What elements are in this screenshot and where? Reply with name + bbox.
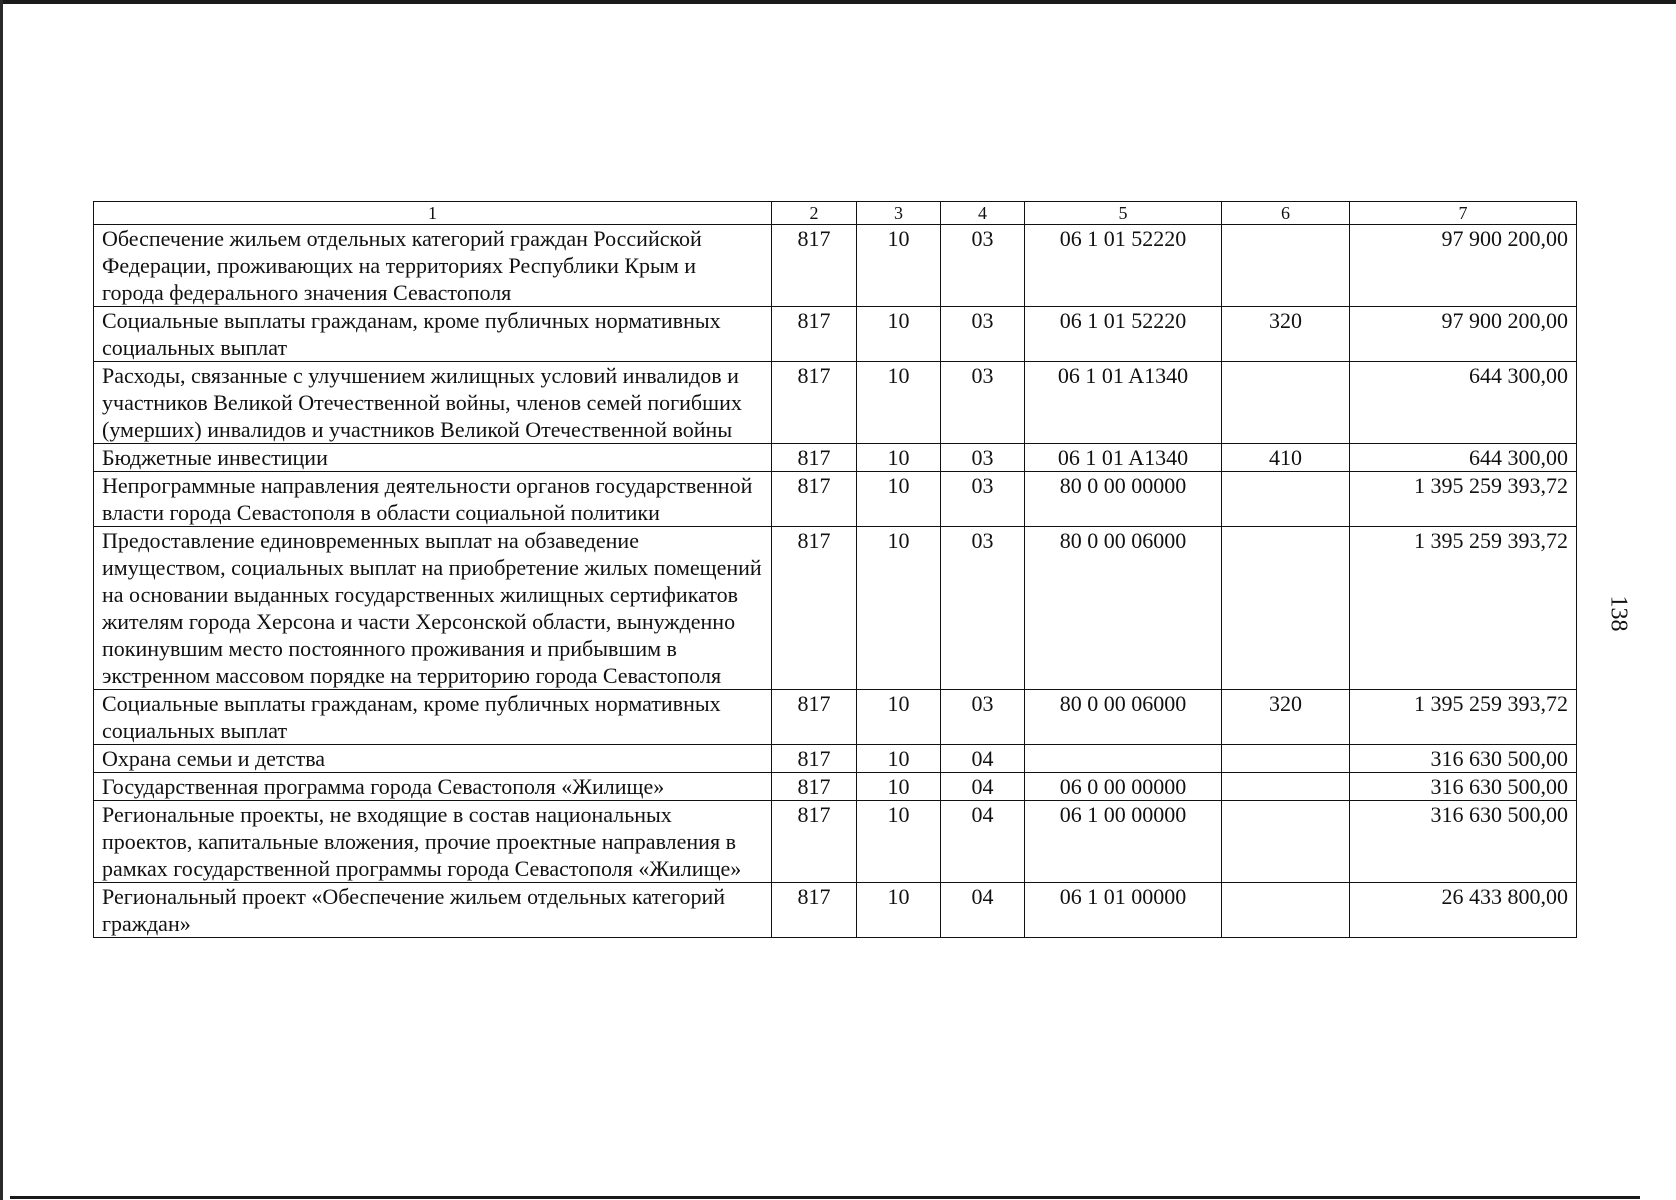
row-name: Обеспечение жильем отдельных категорий граждан Российской Федерации, проживающих на территориях Республики Крым и города федерального значения Севастополя	[94, 225, 772, 307]
section-code: 10	[857, 527, 941, 690]
target-article-code: 06 1 01 A1340	[1025, 444, 1222, 472]
subsection-code: 04	[941, 801, 1025, 883]
target-article-code: 80 0 00 06000	[1025, 690, 1222, 745]
section-code: 10	[857, 773, 941, 801]
table-header	[94, 202, 1577, 225]
column-header-6: 6	[1222, 202, 1350, 225]
expense-type-code: 320	[1222, 307, 1350, 362]
table-row	[94, 690, 1577, 745]
expense-type-code: 320	[1222, 690, 1350, 745]
amount: 644 300,00	[1350, 444, 1577, 472]
ministry-code: 817	[772, 745, 857, 773]
table-body	[94, 225, 1577, 938]
row-name: Социальные выплаты гражданам, кроме публичных нормативных социальных выплат	[94, 307, 772, 362]
amount: 26 433 800,00	[1350, 883, 1577, 938]
section-code: 10	[857, 362, 941, 444]
section-code: 10	[857, 690, 941, 745]
ministry-code: 817	[772, 801, 857, 883]
ministry-code: 817	[772, 225, 857, 307]
row-name: Региональные проекты, не входящие в состав национальных проектов, капитальные вложения, прочие проектные направления в рамках государственной программы города Севастополя «Жилище»	[94, 801, 772, 883]
target-article-code: 06 1 01 00000	[1025, 883, 1222, 938]
row-name: Социальные выплаты гражданам, кроме публичных нормативных социальных выплат	[94, 690, 772, 745]
amount: 1 395 259 393,72	[1350, 472, 1577, 527]
target-article-code: 06 1 01 52220	[1025, 225, 1222, 307]
row-name: Непрограммные направления деятельности органов государственной власти города Севастополя в области социальной политики	[94, 472, 772, 527]
table-row	[94, 472, 1577, 527]
target-article-code: 80 0 00 00000	[1025, 472, 1222, 527]
ministry-code: 817	[772, 362, 857, 444]
section-code: 10	[857, 472, 941, 527]
table-row	[94, 307, 1577, 362]
table-row	[94, 773, 1577, 801]
page-number: 138	[1605, 595, 1632, 632]
expense-type-code	[1222, 225, 1350, 307]
subsection-code: 03	[941, 307, 1025, 362]
expense-type-code	[1222, 883, 1350, 938]
scan-border-top	[0, 0, 1676, 4]
expense-type-code	[1222, 745, 1350, 773]
expense-type-code	[1222, 527, 1350, 690]
subsection-code: 04	[941, 883, 1025, 938]
ministry-code: 817	[772, 444, 857, 472]
section-code: 10	[857, 307, 941, 362]
ministry-code: 817	[772, 472, 857, 527]
table-row	[94, 444, 1577, 472]
ministry-code: 817	[772, 773, 857, 801]
column-header-7: 7	[1350, 202, 1577, 225]
target-article-code: 06 1 00 00000	[1025, 801, 1222, 883]
subsection-code: 03	[941, 472, 1025, 527]
section-code: 10	[857, 801, 941, 883]
expense-type-code	[1222, 472, 1350, 527]
scan-border-bottom	[10, 1196, 1640, 1199]
amount: 316 630 500,00	[1350, 745, 1577, 773]
expense-type-code	[1222, 801, 1350, 883]
target-article-code: 06 0 00 00000	[1025, 773, 1222, 801]
column-header-3: 3	[857, 202, 941, 225]
row-name: Расходы, связанные с улучшением жилищных условий инвалидов и участников Великой Отечественной войны, членов семей погибших (умерших) инвалидов и участников Великой Отечественной войны	[94, 362, 772, 444]
table-row	[94, 362, 1577, 444]
target-article-code: 06 1 01 A1340	[1025, 362, 1222, 444]
ministry-code: 817	[772, 307, 857, 362]
row-name: Бюджетные инвестиции	[94, 444, 772, 472]
amount: 644 300,00	[1350, 362, 1577, 444]
amount: 1 395 259 393,72	[1350, 527, 1577, 690]
budget-table	[93, 201, 1577, 938]
subsection-code: 03	[941, 225, 1025, 307]
subsection-code: 03	[941, 527, 1025, 690]
section-code: 10	[857, 225, 941, 307]
table-row	[94, 801, 1577, 883]
row-name: Государственная программа города Севастополя «Жилище»	[94, 773, 772, 801]
subsection-code: 04	[941, 745, 1025, 773]
expense-type-code	[1222, 773, 1350, 801]
amount: 97 900 200,00	[1350, 225, 1577, 307]
column-header-2: 2	[772, 202, 857, 225]
subsection-code: 04	[941, 773, 1025, 801]
target-article-code: 80 0 00 06000	[1025, 527, 1222, 690]
ministry-code: 817	[772, 690, 857, 745]
scan-border-left	[0, 0, 3, 1200]
subsection-code: 03	[941, 362, 1025, 444]
table-row	[94, 225, 1577, 307]
ministry-code: 817	[772, 883, 857, 938]
ministry-code: 817	[772, 527, 857, 690]
amount: 316 630 500,00	[1350, 773, 1577, 801]
section-code: 10	[857, 745, 941, 773]
target-article-code: 06 1 01 52220	[1025, 307, 1222, 362]
section-code: 10	[857, 444, 941, 472]
subsection-code: 03	[941, 690, 1025, 745]
column-header-5: 5	[1025, 202, 1222, 225]
expense-type-code	[1222, 362, 1350, 444]
row-name: Предоставление единовременных выплат на обзаведение имуществом, социальных выплат на приобретение жилых помещений на основании выданных государственных жилищных сертификатов жителям города Херсона и части Херсонской области, вынужденно покинувшим место постоянного проживания и прибывшим в экстренном массовом порядке на территорию города Севастополя	[94, 527, 772, 690]
table-row	[94, 527, 1577, 690]
table-row	[94, 745, 1577, 773]
header-row	[94, 202, 1577, 225]
amount: 316 630 500,00	[1350, 801, 1577, 883]
amount: 1 395 259 393,72	[1350, 690, 1577, 745]
column-header-4: 4	[941, 202, 1025, 225]
amount: 97 900 200,00	[1350, 307, 1577, 362]
target-article-code	[1025, 745, 1222, 773]
section-code: 10	[857, 883, 941, 938]
column-header-1: 1	[94, 202, 772, 225]
subsection-code: 03	[941, 444, 1025, 472]
row-name: Охрана семьи и детства	[94, 745, 772, 773]
table-row	[94, 883, 1577, 938]
expense-type-code: 410	[1222, 444, 1350, 472]
row-name: Региональный проект «Обеспечение жильем отдельных категорий граждан»	[94, 883, 772, 938]
